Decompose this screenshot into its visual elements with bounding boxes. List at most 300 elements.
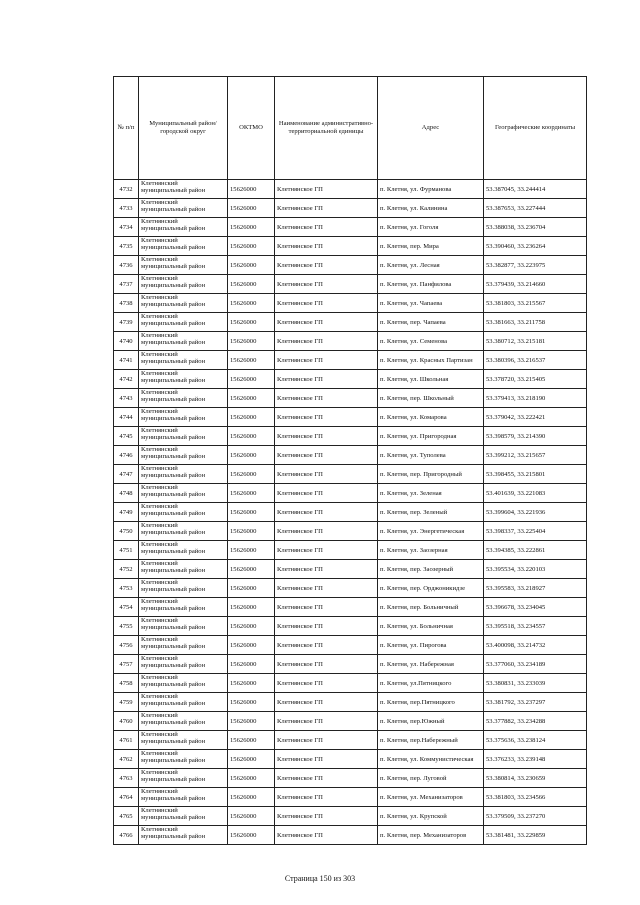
cell-oktmo: 15626000 [228,351,275,370]
cell-num: 4741 [114,351,139,370]
cell-oktmo: 15626000 [228,522,275,541]
municipality-line: Клетнянский [141,674,178,681]
cell-unit: Клетнянское ГП [275,712,378,731]
municipality-line: Клетнянский [141,807,178,814]
cell-oktmo: 15626000 [228,674,275,693]
table-row [114,256,587,275]
cell-coords: 53.400098, 33.214732 [484,636,587,655]
cell-unit: Клетнянское ГП [275,465,378,484]
municipality-line: Клетнянский [141,199,178,206]
municipality-line: Клетнянский [141,370,178,377]
municipality-line: муниципальный район [141,605,206,612]
cell-num: 4744 [114,408,139,427]
cell-address: п. Клетня, ул. Механизаторов [378,788,484,807]
cell-unit: Клетнянское ГП [275,788,378,807]
cell-coords: 53.377882, 33.234288 [484,712,587,731]
cell-municipality [139,636,228,655]
municipality-line: Клетнянский [141,788,178,795]
municipality-line: Клетнянский [141,408,178,415]
municipality-line: муниципальный район [141,301,206,308]
cell-oktmo: 15626000 [228,750,275,769]
cell-address: п. Клетня, ул. Коммунистическая [378,750,484,769]
cell-oktmo: 15626000 [228,788,275,807]
table-row [114,275,587,294]
cell-address: п. Клетня, ул. Заозерная [378,541,484,560]
cell-num: 4733 [114,199,139,218]
cell-address: п. Клетня, ул. Пригородная [378,427,484,446]
cell-municipality [139,579,228,598]
table-row [114,446,587,465]
municipality-line: муниципальный район [141,263,206,270]
cell-coords: 53.388038, 33.236704 [484,218,587,237]
cell-num: 4746 [114,446,139,465]
cell-oktmo: 15626000 [228,655,275,674]
cell-municipality [139,370,228,389]
cell-municipality [139,693,228,712]
cell-unit: Клетнянское ГП [275,826,378,845]
municipality-line: муниципальный район [141,624,206,631]
cell-municipality [139,560,228,579]
cell-coords: 53.382877, 33.223975 [484,256,587,275]
cell-unit: Клетнянское ГП [275,427,378,446]
cell-address: п. Клетня, ул. Гоголя [378,218,484,237]
cell-oktmo: 15626000 [228,180,275,199]
municipality-line: муниципальный район [141,434,206,441]
cell-coords: 53.399604, 33.221936 [484,503,587,522]
cell-oktmo: 15626000 [228,427,275,446]
table-row [114,617,587,636]
cell-oktmo: 15626000 [228,636,275,655]
table-body [114,180,587,845]
municipality-line: Клетнянский [141,465,178,472]
cell-address: п. Клетня, ул. Школьная [378,370,484,389]
cell-municipality [139,389,228,408]
table-row [114,218,587,237]
municipality-line: муниципальный район [141,681,206,688]
cell-num: 4756 [114,636,139,655]
cell-coords: 53.390460, 33.236264 [484,237,587,256]
cell-address: п. Клетня, ул. Семенова [378,332,484,351]
cell-unit: Клетнянское ГП [275,237,378,256]
municipality-line: Клетнянский [141,351,178,358]
cell-coords: 53.395534, 33.220103 [484,560,587,579]
cell-oktmo: 15626000 [228,503,275,522]
municipality-line: муниципальный район [141,453,206,460]
table-row [114,484,587,503]
cell-address: п. Клетня, ул. Красных Партизан [378,351,484,370]
cell-address: п. Клетня, ул. Пирогова [378,636,484,655]
table-row [114,465,587,484]
table-header-row [114,77,587,180]
cell-address: п. Клетня, ул. Калинина [378,199,484,218]
table-row [114,655,587,674]
cell-unit: Клетнянское ГП [275,389,378,408]
table-row [114,237,587,256]
table-row [114,408,587,427]
municipality-line: муниципальный район [141,662,206,669]
cell-coords: 53.381803, 33.215567 [484,294,587,313]
cell-coords: 53.398579, 33.214390 [484,427,587,446]
cell-coords: 53.380814, 33.230659 [484,769,587,788]
municipality-line: муниципальный район [141,510,206,517]
cell-municipality [139,351,228,370]
cell-address: п. Клетня, ул. Крупской [378,807,484,826]
cell-address: п. Клетня, пер. Школьный [378,389,484,408]
municipality-line: муниципальный район [141,814,206,821]
cell-num: 4762 [114,750,139,769]
cell-unit: Клетнянское ГП [275,636,378,655]
municipality-line: муниципальный район [141,586,206,593]
cell-address: п. Клетня, ул. Лесная [378,256,484,275]
cell-address: п. Клетня, пер.Южный [378,712,484,731]
cell-address: п. Клетня, ул. Чапаева [378,294,484,313]
cell-num: 4760 [114,712,139,731]
cell-coords: 53.379413, 33.218190 [484,389,587,408]
cell-address: п. Клетня, ул. Комарова [378,408,484,427]
municipality-line: муниципальный район [141,795,206,802]
municipality-line: Клетнянский [141,275,178,282]
cell-municipality [139,427,228,446]
cell-unit: Клетнянское ГП [275,275,378,294]
cell-coords: 53.381663, 33.211758 [484,313,587,332]
cell-coords: 53.387045, 33.244414 [484,180,587,199]
cell-coords: 53.380712, 33.215181 [484,332,587,351]
municipality-line: Клетнянский [141,237,178,244]
table-row [114,712,587,731]
municipality-line: Клетнянский [141,332,178,339]
cell-num: 4757 [114,655,139,674]
cell-coords: 53.396678, 33.234045 [484,598,587,617]
cell-num: 4758 [114,674,139,693]
cell-municipality [139,237,228,256]
municipality-line: Клетнянский [141,427,178,434]
table-row [114,503,587,522]
table-row [114,807,587,826]
cell-address: п. Клетня, пер. Луговой [378,769,484,788]
cell-num: 4734 [114,218,139,237]
cell-unit: Клетнянское ГП [275,408,378,427]
col-header-address: Адрес [378,77,484,180]
cell-unit: Клетнянское ГП [275,484,378,503]
municipality-line: муниципальный район [141,244,206,251]
cell-num: 4753 [114,579,139,598]
cell-oktmo: 15626000 [228,389,275,408]
cell-address: п. Клетня, ул. Фурманова [378,180,484,199]
municipality-line: муниципальный район [141,206,206,213]
cell-address: п. Клетня, ул. Набережная [378,655,484,674]
cell-num: 4748 [114,484,139,503]
cell-num: 4745 [114,427,139,446]
cell-address: п. Клетня, пер. Орджоникидзе [378,579,484,598]
cell-oktmo: 15626000 [228,332,275,351]
cell-municipality [139,731,228,750]
cell-coords: 53.380396, 33.216537 [484,351,587,370]
municipality-line: муниципальный район [141,548,206,555]
municipality-line: Клетнянский [141,560,178,567]
cell-unit: Клетнянское ГП [275,541,378,560]
cell-unit: Клетнянское ГП [275,522,378,541]
cell-unit: Клетнянское ГП [275,180,378,199]
municipality-line: муниципальный район [141,757,206,764]
municipality-line: Клетнянский [141,180,178,187]
cell-oktmo: 15626000 [228,560,275,579]
cell-municipality [139,256,228,275]
cell-num: 4751 [114,541,139,560]
cell-municipality [139,807,228,826]
table-row [114,294,587,313]
table-row [114,313,587,332]
cell-num: 4737 [114,275,139,294]
cell-num: 4736 [114,256,139,275]
municipality-line: Клетнянский [141,389,178,396]
cell-coords: 53.394385, 33.222861 [484,541,587,560]
page-number: Страница 150 из 303 [284,874,356,883]
municipality-line: Клетнянский [141,655,178,662]
cell-unit: Клетнянское ГП [275,769,378,788]
cell-coords: 53.399212, 33.215657 [484,446,587,465]
cell-num: 4750 [114,522,139,541]
cell-coords: 53.398337, 33.225404 [484,522,587,541]
municipality-line: муниципальный район [141,833,206,840]
cell-unit: Клетнянское ГП [275,313,378,332]
cell-oktmo: 15626000 [228,617,275,636]
cell-municipality [139,522,228,541]
municipality-line: муниципальный район [141,738,206,745]
cell-coords: 53.395583, 33.218927 [484,579,587,598]
table-row [114,674,587,693]
cell-unit: Клетнянское ГП [275,807,378,826]
cell-address: п. Клетня, ул. Больничная [378,617,484,636]
cell-num: 4765 [114,807,139,826]
cell-address: п. Клетня, пер. Пригородный [378,465,484,484]
cell-address: п. Клетня, пер.Пятницкого [378,693,484,712]
municipality-line: муниципальный район [141,567,206,574]
municipality-line: муниципальный район [141,225,206,232]
cell-unit: Клетнянское ГП [275,598,378,617]
cell-unit: Клетнянское ГП [275,674,378,693]
cell-address: п. Клетня, пер. Механизаторов [378,826,484,845]
cell-municipality [139,332,228,351]
cell-oktmo: 15626000 [228,807,275,826]
cell-unit: Клетнянское ГП [275,617,378,636]
table-row [114,427,587,446]
cell-oktmo: 15626000 [228,712,275,731]
cell-oktmo: 15626000 [228,826,275,845]
municipality-line: Клетнянский [141,484,178,491]
cell-oktmo: 15626000 [228,256,275,275]
cell-municipality [139,655,228,674]
cell-unit: Клетнянское ГП [275,332,378,351]
cell-num: 4738 [114,294,139,313]
cell-address: п. Клетня, пер.Набережный [378,731,484,750]
cell-num: 4739 [114,313,139,332]
cell-unit: Клетнянское ГП [275,351,378,370]
cell-num: 4763 [114,769,139,788]
municipality-line: Клетнянский [141,256,178,263]
cell-municipality [139,750,228,769]
cell-coords: 53.401639, 33.221083 [484,484,587,503]
cell-address: п. Клетня, пер. Чапаева [378,313,484,332]
cell-unit: Клетнянское ГП [275,256,378,275]
cell-num: 4747 [114,465,139,484]
cell-oktmo: 15626000 [228,598,275,617]
cell-unit: Клетнянское ГП [275,503,378,522]
table-row [114,693,587,712]
cell-oktmo: 15626000 [228,769,275,788]
table-row [114,769,587,788]
municipality-line: Клетнянский [141,522,178,529]
cell-municipality [139,598,228,617]
cell-num: 4742 [114,370,139,389]
municipality-line: муниципальный район [141,358,206,365]
table-row [114,750,587,769]
cell-oktmo: 15626000 [228,579,275,598]
cell-unit: Клетнянское ГП [275,294,378,313]
cell-num: 4754 [114,598,139,617]
table-row [114,579,587,598]
cell-municipality [139,218,228,237]
cell-coords: 53.378720, 33.215405 [484,370,587,389]
cell-num: 4732 [114,180,139,199]
cell-oktmo: 15626000 [228,541,275,560]
cell-address: п. Клетня, ул. Туполева [378,446,484,465]
cell-address: п. Клетня, ул. Зеленая [378,484,484,503]
cell-municipality [139,617,228,636]
municipality-line: Клетнянский [141,313,178,320]
municipality-line: муниципальный район [141,377,206,384]
cell-municipality [139,712,228,731]
cell-oktmo: 15626000 [228,693,275,712]
cell-oktmo: 15626000 [228,218,275,237]
cell-unit: Клетнянское ГП [275,579,378,598]
municipality-line: муниципальный район [141,415,206,422]
municipality-line: муниципальный район [141,491,206,498]
cell-num: 4766 [114,826,139,845]
cell-oktmo: 15626000 [228,294,275,313]
cell-municipality [139,294,228,313]
cell-oktmo: 15626000 [228,313,275,332]
table-row [114,541,587,560]
table-row [114,560,587,579]
cell-municipality [139,275,228,294]
cell-address: п. Клетня, пер. Больничный [378,598,484,617]
table-row [114,826,587,845]
municipality-line: муниципальный район [141,320,206,327]
col-header-oktmo: ОКТМО [228,77,275,180]
cell-coords: 53.379042, 33.222421 [484,408,587,427]
cell-num: 4764 [114,788,139,807]
cell-coords: 53.379509, 33.237270 [484,807,587,826]
cell-oktmo: 15626000 [228,237,275,256]
cell-num: 4735 [114,237,139,256]
municipality-line: Клетнянский [141,826,178,833]
municipality-line: муниципальный район [141,472,206,479]
cell-oktmo: 15626000 [228,275,275,294]
cell-oktmo: 15626000 [228,465,275,484]
cell-coords: 53.387653, 33.227444 [484,199,587,218]
municipality-line: Клетнянский [141,579,178,586]
cell-unit: Клетнянское ГП [275,750,378,769]
cell-num: 4761 [114,731,139,750]
municipality-line: муниципальный район [141,396,206,403]
table-row [114,199,587,218]
cell-unit: Клетнянское ГП [275,693,378,712]
municipality-line: муниципальный район [141,282,206,289]
table-row [114,636,587,655]
cell-num: 4740 [114,332,139,351]
municipality-line: Клетнянский [141,731,178,738]
table-row [114,370,587,389]
table-row [114,788,587,807]
municipality-line: Клетнянский [141,598,178,605]
cell-municipality [139,541,228,560]
municipality-line: муниципальный район [141,776,206,783]
table-row [114,180,587,199]
cell-municipality [139,465,228,484]
municipality-line: муниципальный район [141,339,206,346]
cell-address: п. Клетня, пер. Мира [378,237,484,256]
cell-unit: Клетнянское ГП [275,199,378,218]
col-header-num: № п/п [114,77,139,180]
table-row [114,522,587,541]
table-row [114,389,587,408]
municipality-line: муниципальный район [141,700,206,707]
cell-municipality [139,826,228,845]
municipality-line: муниципальный район [141,187,206,194]
cell-oktmo: 15626000 [228,370,275,389]
cell-oktmo: 15626000 [228,484,275,503]
cell-coords: 53.398455, 33.215801 [484,465,587,484]
cell-address: п. Клетня, ул.Пятницкого [378,674,484,693]
cell-num: 4755 [114,617,139,636]
municipality-line: Клетнянский [141,503,178,510]
cell-coords: 53.381792, 33.237297 [484,693,587,712]
cell-address: п. Клетня, пер. Зеленый [378,503,484,522]
cell-municipality [139,199,228,218]
cell-municipality [139,503,228,522]
cell-municipality [139,180,228,199]
cell-unit: Клетнянское ГП [275,731,378,750]
table-row [114,332,587,351]
municipality-line: Клетнянский [141,712,178,719]
cell-oktmo: 15626000 [228,731,275,750]
municipality-line: Клетнянский [141,617,178,624]
cell-municipality [139,408,228,427]
cell-unit: Клетнянское ГП [275,218,378,237]
municipality-line: Клетнянский [141,693,178,700]
cell-coords: 53.377060, 33.234189 [484,655,587,674]
table-row [114,598,587,617]
cell-oktmo: 15626000 [228,199,275,218]
municipality-line: Клетнянский [141,636,178,643]
col-header-municipality: Муниципальный район/городской округ [139,77,228,180]
cell-oktmo: 15626000 [228,446,275,465]
municipality-line: Клетнянский [141,769,178,776]
cell-coords: 53.395518, 33.234557 [484,617,587,636]
col-header-coords: Географические координаты [484,77,587,180]
municipality-line: муниципальный район [141,719,206,726]
cell-municipality [139,446,228,465]
cell-municipality [139,788,228,807]
data-table [113,76,587,845]
col-header-unit: Наименование административно-территориальной единицы [275,77,378,180]
municipality-line: Клетнянский [141,294,178,301]
cell-coords: 53.381481, 33.229859 [484,826,587,845]
municipality-line: Клетнянский [141,541,178,548]
cell-coords: 53.375636, 33.238124 [484,731,587,750]
cell-coords: 53.376233, 33.239148 [484,750,587,769]
cell-municipality [139,674,228,693]
